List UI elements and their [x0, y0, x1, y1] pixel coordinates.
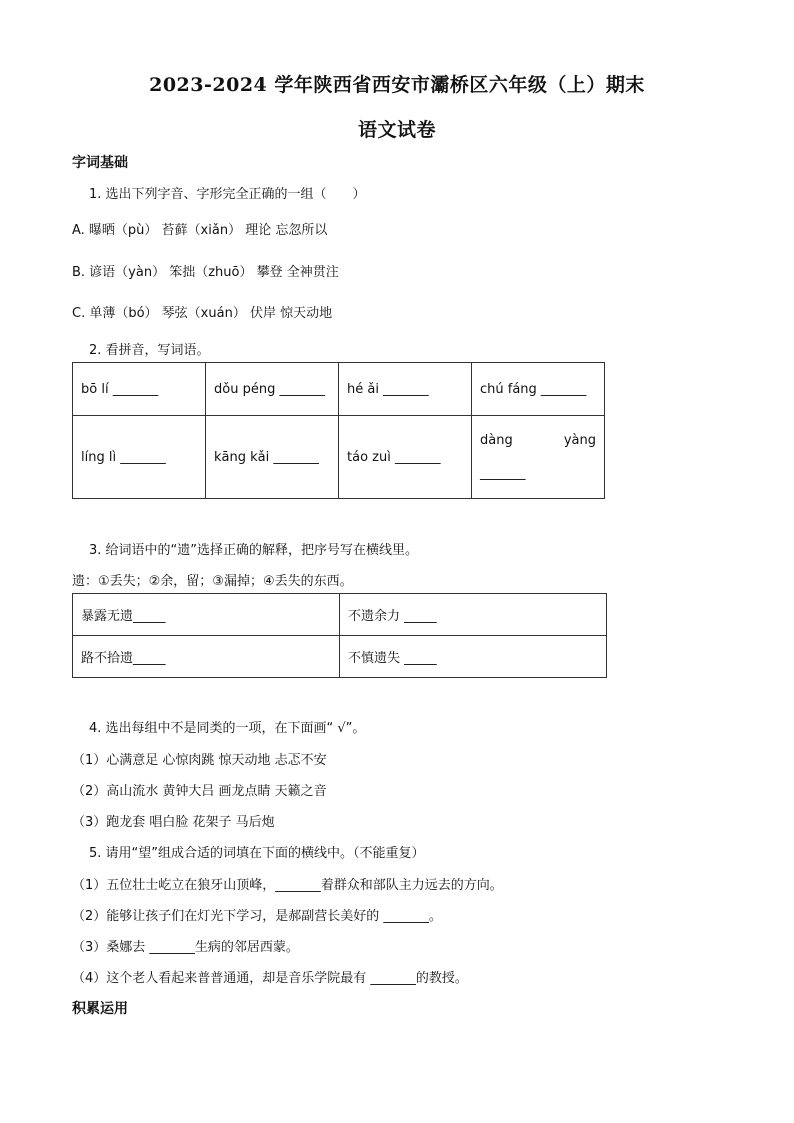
- q4-item: （1）心满意足 心惊肉跳 惊天动地 忐忑不安: [72, 753, 327, 768]
- q2-cell: dǒu péng _______: [206, 363, 339, 416]
- q1-option-c: C. 单薄（bó） 琴弦（xuán） 伏岸 惊天动地: [72, 306, 333, 321]
- q4-item: （3）跑龙套 唱白脸 花架子 马后炮: [72, 815, 275, 830]
- q2-cell: bō lí _______: [73, 363, 206, 416]
- q1-option-a: A. 曝晒（pù） 苔藓（xiǎn） 理论 忘忽所以: [72, 223, 328, 238]
- section-heading-basics: 字词基础: [72, 155, 128, 171]
- section-heading-accumulation: 积累运用: [72, 1001, 128, 1017]
- q5-stem: 5. 请用“望”组成合适的词填在下面的横线中。（不能重复）: [89, 846, 425, 861]
- q2-cell: kāng kǎi _______: [206, 416, 339, 499]
- q2-pinyin-spread: [480, 433, 596, 448]
- q3-cell: 不慎遗失 _____: [340, 636, 607, 678]
- q2-pinyin-table: [72, 362, 605, 499]
- q2-cell: chú fáng _______: [472, 363, 605, 416]
- q3-table: [72, 593, 607, 678]
- q1-option-b: B. 谚语（yàn） 笨拙（zhuō） 攀登 全神贯注: [72, 265, 339, 280]
- q2-stem: 2. 看拼音，写词语。: [89, 343, 210, 358]
- q2-answer-blank: _______: [480, 466, 526, 481]
- q2-pinyin-left: dàng: [480, 433, 513, 448]
- q2-pinyin-right: yàng: [563, 433, 596, 448]
- q5-item: （4）这个老人看起来普普通通，却是音乐学院最有 _______的教授。: [72, 971, 468, 986]
- q2-cell: líng lì _______: [73, 416, 206, 499]
- exam-title: 2023-2024 学年陕西省西安市灞桥区六年级（上）期末: [149, 74, 645, 96]
- q4-stem: 4. 选出每组中不是同类的一项，在下面画“ √”。: [89, 721, 366, 736]
- q2-cell: táo zuì _______: [339, 416, 472, 499]
- q4-item: （2）高山流水 黄钟大吕 画龙点睛 天籁之音: [72, 784, 327, 799]
- q1-stem: 1. 选出下列字音、字形完全正确的一组（ ）: [89, 187, 366, 202]
- q3-stem: 3. 给词语中的“遗”选择正确的解释，把序号写在横线里。: [89, 543, 419, 558]
- q3-cell: 暴露无遗_____: [73, 594, 340, 636]
- q3-definition: 遗：①丢失；②余，留；③漏掉；④丢失的东西。: [72, 574, 353, 589]
- q3-cell: 路不拾遗_____: [73, 636, 340, 678]
- q5-item: （1）五位壮士屹立在狼牙山顶峰，_______着群众和部队主力远去的方向。: [72, 878, 503, 893]
- q2-cell: [472, 416, 605, 499]
- q3-cell: 不遗余力 _____: [340, 594, 607, 636]
- q5-item: （3）桑娜去 _______生病的邻居西蒙。: [72, 940, 299, 955]
- exam-subtitle: 语文试卷: [357, 119, 436, 141]
- q2-cell: hé ǎi _______: [339, 363, 472, 416]
- q5-item: （2）能够让孩子们在灯光下学习，是郝副营长美好的 _______。: [72, 909, 442, 924]
